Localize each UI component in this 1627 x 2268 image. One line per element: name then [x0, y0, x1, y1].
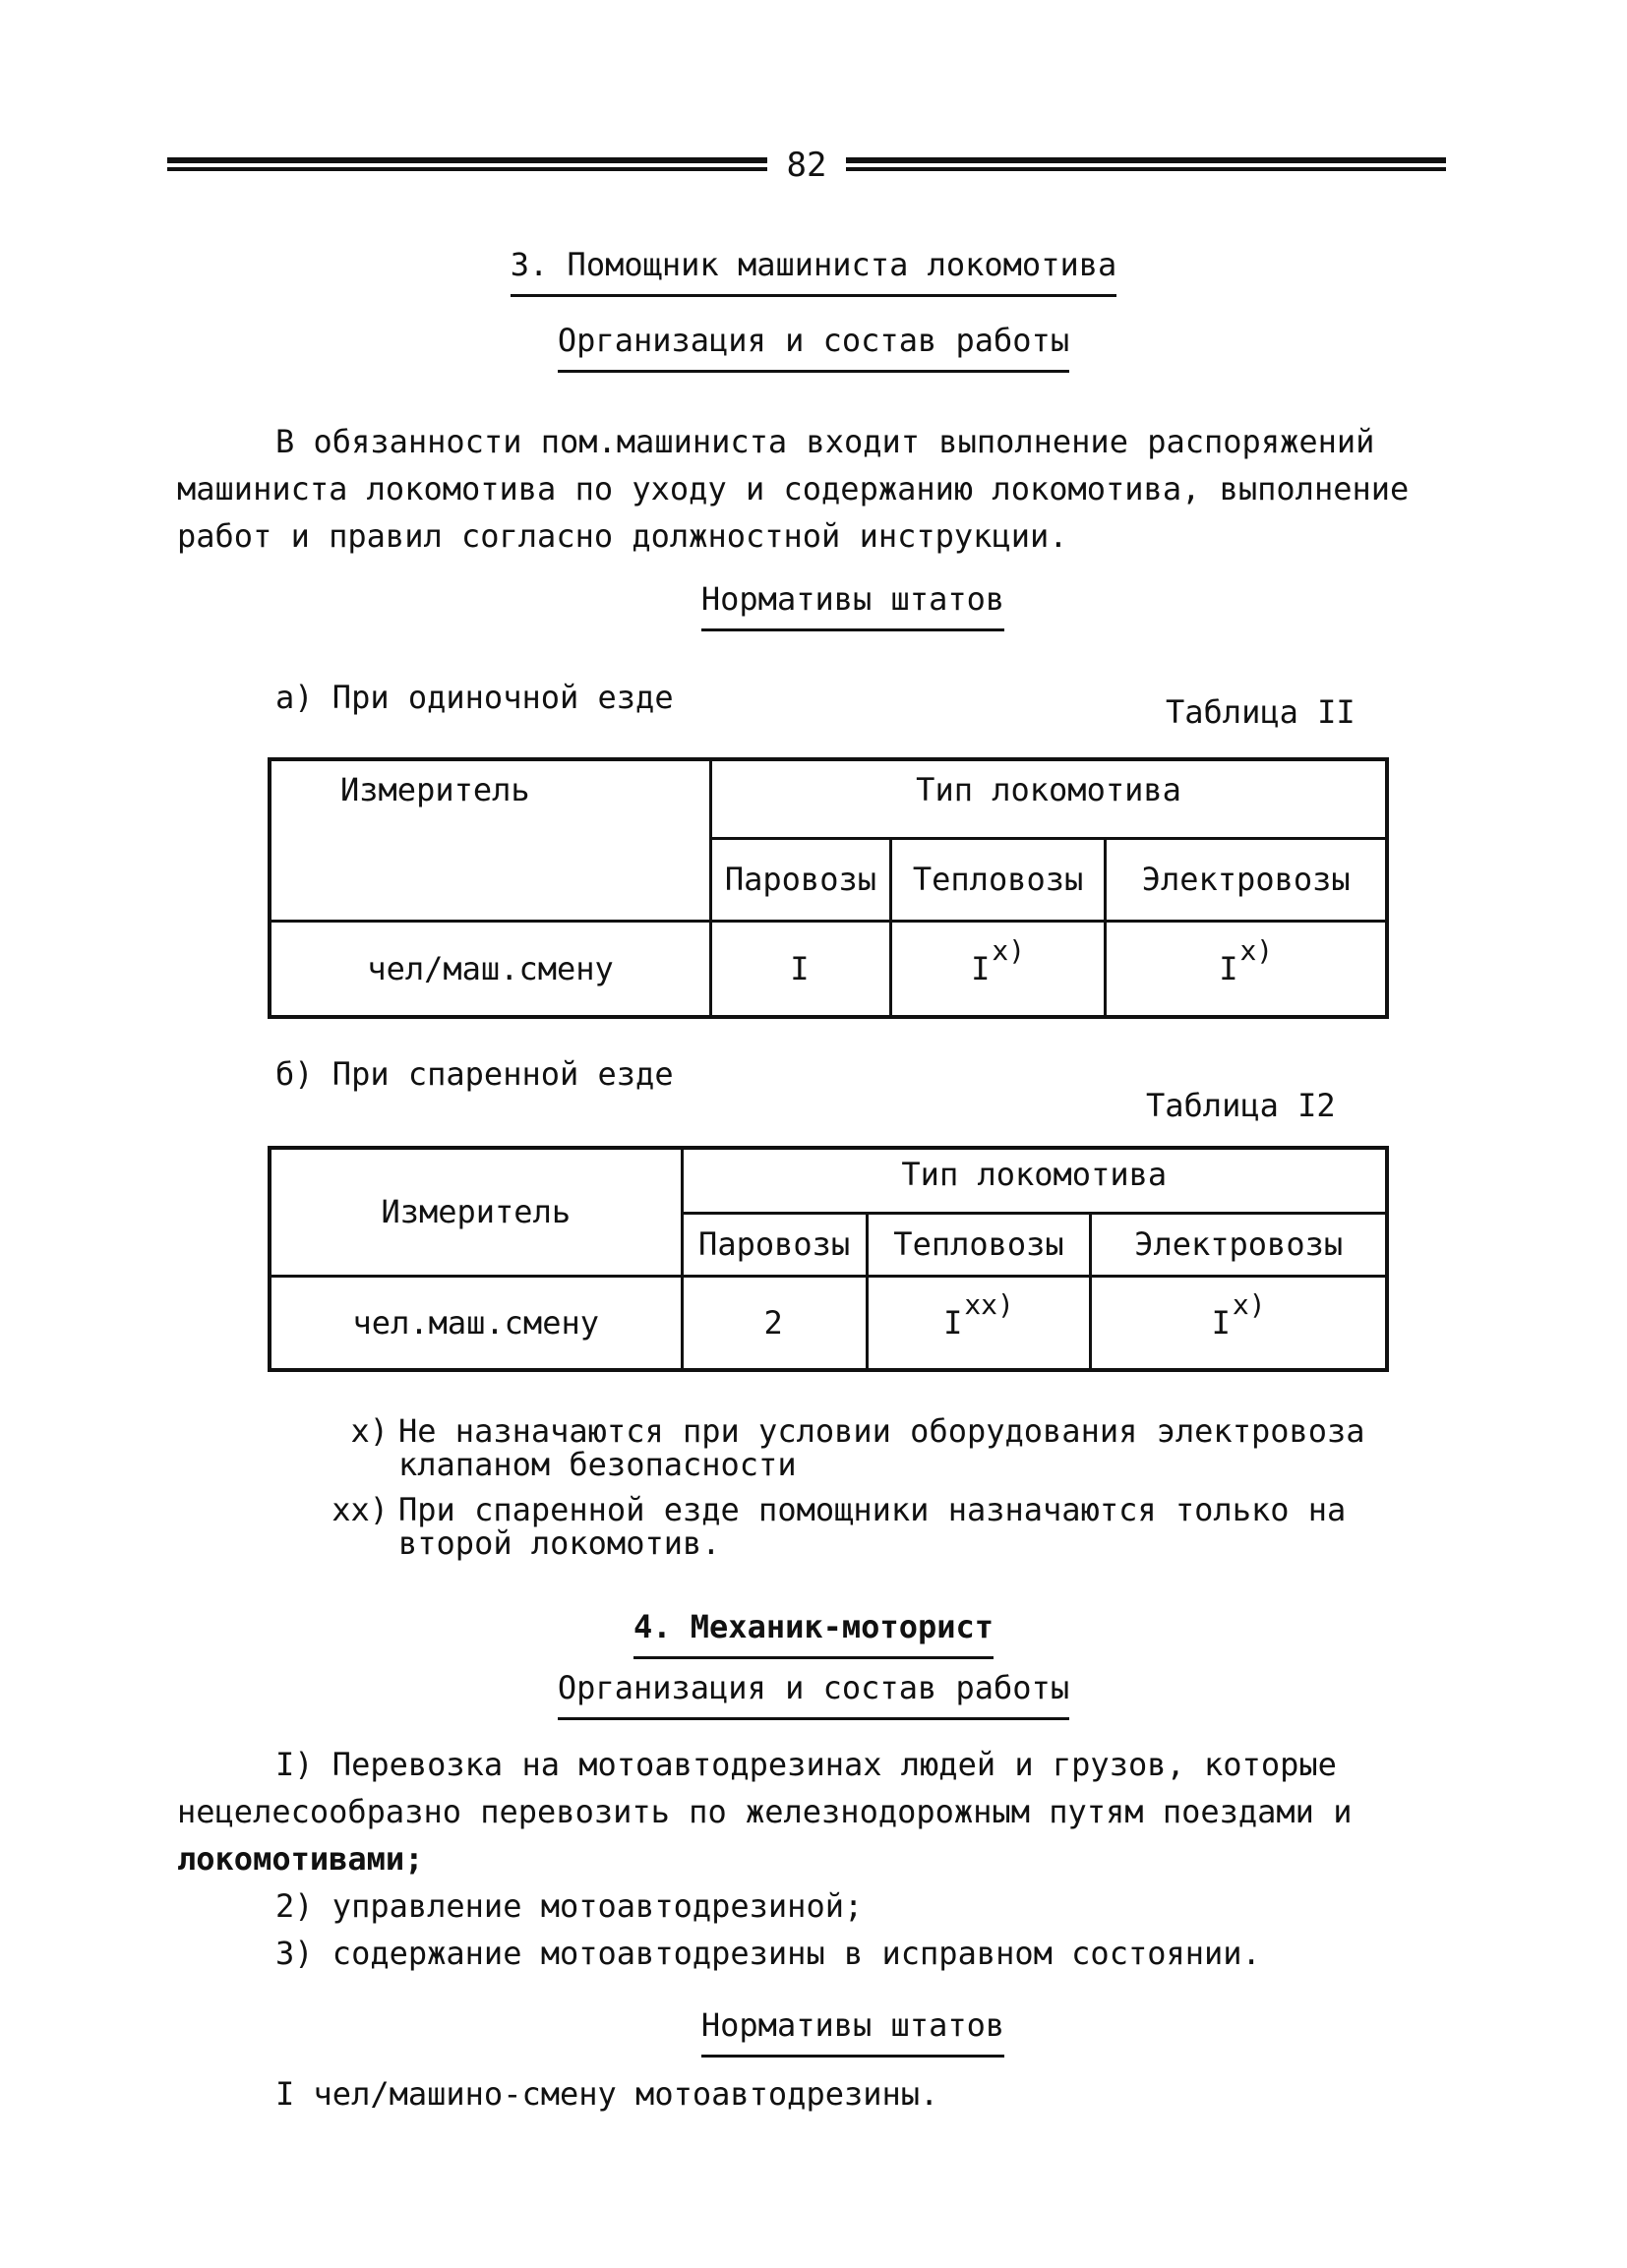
table12-cell: [682, 1276, 867, 1370]
section3-paragraph-line: В обязанности пом.машиниста входит выполнение распоряжений: [275, 423, 1375, 460]
section4-paragraph-line: нецелесообразно перевозить по железнодорожным путям поездами и: [177, 1793, 1353, 1830]
table11-col-header: Тепловозы: [890, 838, 1106, 921]
table11-value: I: [790, 949, 810, 987]
table12-col-header: Электровозы: [1091, 1213, 1387, 1276]
section4-norms-heading: Нормативы штатов: [701, 2001, 1004, 2058]
table11-cell: [1106, 921, 1387, 1017]
section4-paragraph-line: локомотивами;: [177, 1840, 424, 1878]
table12-value: 2: [763, 1303, 783, 1342]
table11-footnote-mark: x): [1239, 933, 1274, 967]
table12-value: I: [943, 1303, 963, 1342]
footnote: [330, 1493, 1431, 1562]
footnote-line: второй локомотив.: [398, 1524, 721, 1562]
table11: [268, 757, 1389, 1019]
table11-value: I: [1219, 949, 1238, 987]
table12-header-type: Тип локомотива: [682, 1148, 1387, 1213]
table12-row-label: чел.маш.смену: [270, 1276, 682, 1370]
section3-title-wrap: [0, 241, 1627, 297]
table11-caption-left: а) При одиночной езде: [275, 679, 674, 716]
table11-row-label: чел/маш.смену: [270, 921, 711, 1017]
section4-item: 3) содержание мотоавтодрезины в исправном состоянии.: [275, 1935, 1261, 1972]
table11-col-header: Паровозы: [711, 838, 891, 921]
section4-paragraph: [177, 1741, 1456, 1977]
section3-paragraph-line: работ и правил согласно должностной инструкции.: [177, 517, 1068, 555]
header-rule-left: [167, 157, 767, 173]
footnote-body: [398, 1414, 1365, 1481]
table12-caption-right: Таблица I2: [1146, 1087, 1336, 1124]
table12-value: I: [1211, 1303, 1231, 1342]
table12-col-header: Тепловозы: [867, 1213, 1091, 1276]
section4-paragraph-line: I) Перевозка на мотоавтодрезинах людей и грузов, которые: [275, 1746, 1337, 1783]
section4-item: 2) управление мотоавтодрезиной;: [275, 1887, 864, 1925]
section3-norms-wrap: [0, 575, 1627, 631]
table12-col-header: Паровозы: [682, 1213, 867, 1276]
section4-subtitle: Организация и состав работы: [558, 1664, 1069, 1720]
section4-title: 4. Механик-моторист: [633, 1603, 994, 1659]
footnote: [330, 1414, 1431, 1483]
section3-norms-heading: Нормативы штатов: [701, 575, 1004, 631]
page-number: 82: [786, 146, 827, 185]
table11-col-header: Электровозы: [1106, 838, 1387, 921]
section3-subtitle: Организация и состав работы: [558, 317, 1069, 373]
table11-caption-right: Таблица II: [1166, 693, 1356, 731]
table12-header-measure: Измеритель: [270, 1148, 682, 1276]
table12-footnote-mark: x): [1232, 1287, 1266, 1321]
section3-subtitle-wrap: [0, 317, 1627, 373]
table11-cell: [711, 921, 891, 1017]
section4-norms-wrap: [0, 2001, 1627, 2058]
table12: [268, 1146, 1389, 1372]
footnote-body: [398, 1493, 1346, 1560]
table11-footnote-mark: x): [992, 933, 1026, 967]
footnote-mark: xx): [331, 1491, 389, 1528]
table11-value: I: [971, 949, 991, 987]
section4-norm-text: I чел/машино-смену мотоавтодрезины.: [275, 2075, 939, 2113]
table11-cell: [890, 921, 1106, 1017]
header-rule-right: [846, 157, 1446, 173]
footnote-mark: x): [350, 1412, 389, 1450]
table12-cell: [1091, 1276, 1387, 1370]
footnote-line: Не назначаются при условии оборудования электровоза: [398, 1412, 1365, 1450]
table12-caption-left: б) При спаренной езде: [275, 1055, 674, 1093]
footnote-line: При спаренной езде помощники назначаются только на: [398, 1491, 1347, 1528]
section3-paragraph-line: машиниста локомотива по уходу и содержанию локомотива, выполнение: [177, 470, 1410, 507]
table11-header-measure: Измеритель: [270, 759, 711, 921]
section4-subtitle-wrap: [0, 1664, 1627, 1720]
section4-title-wrap: [0, 1603, 1627, 1659]
section3-title: 3. Помощник машиниста локомотива: [511, 241, 1117, 297]
table12-cell: [867, 1276, 1091, 1370]
section3-paragraph: [177, 418, 1456, 560]
page-header: [167, 146, 1446, 193]
table11-header-type: Тип локомотива: [711, 759, 1387, 838]
table12-footnote-mark: xx): [964, 1287, 1014, 1321]
footnote-line: клапаном безопасности: [398, 1446, 797, 1483]
